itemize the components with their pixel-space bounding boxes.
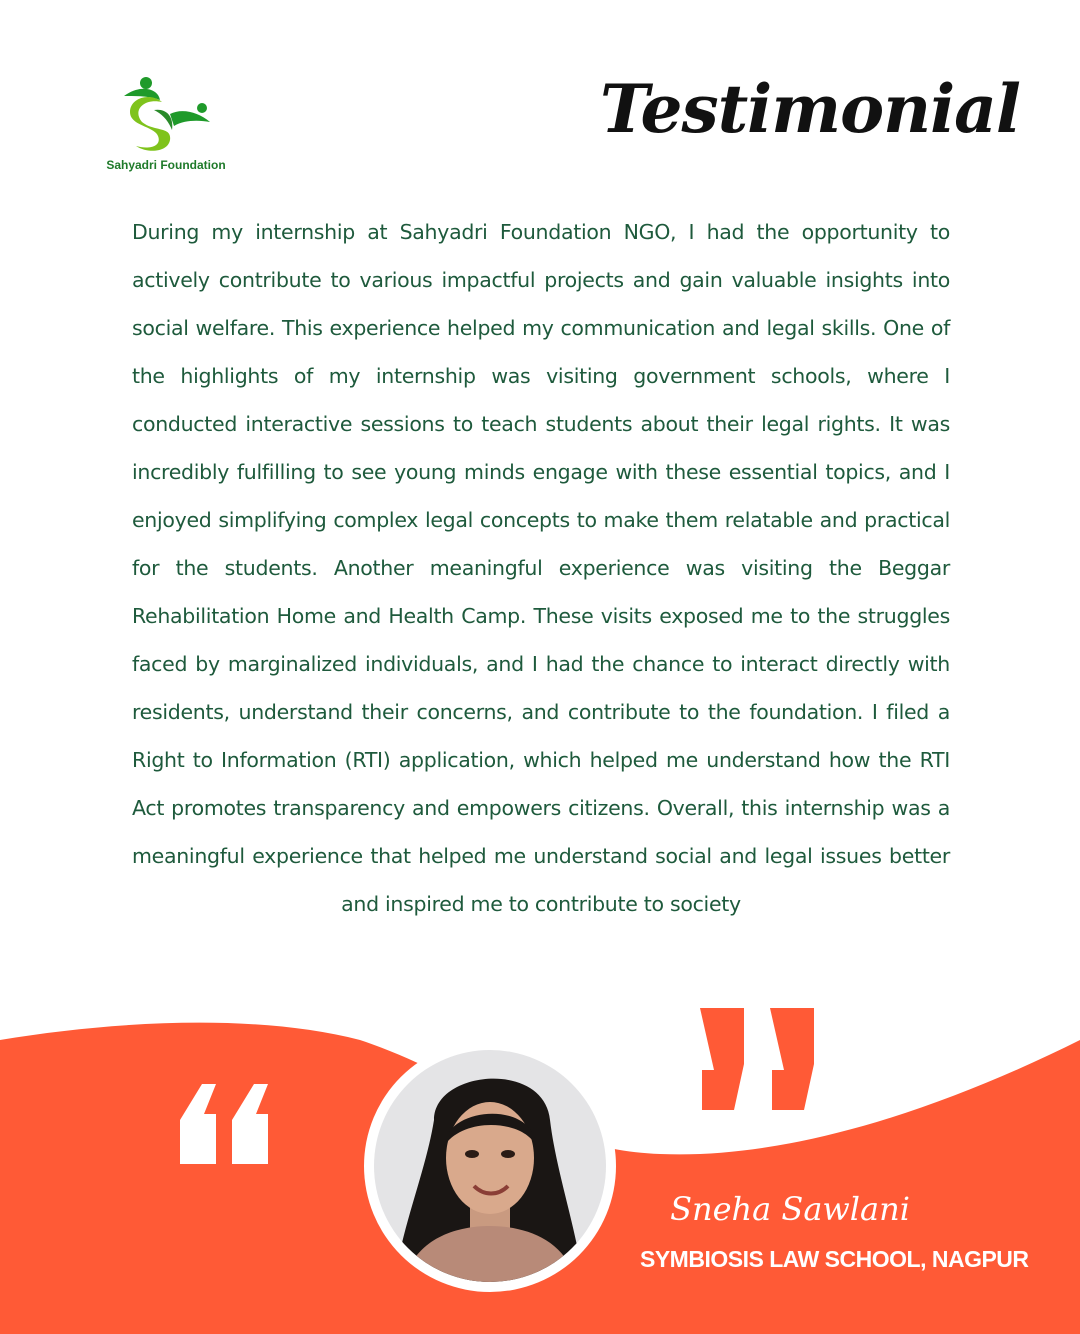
closing-quote-icon bbox=[696, 1006, 822, 1114]
page-title: Testimonial bbox=[600, 70, 1020, 148]
sahyadri-leaf-person-icon bbox=[114, 74, 218, 158]
author-photo bbox=[364, 1040, 616, 1292]
opening-quote-icon bbox=[176, 1080, 272, 1168]
author-portrait-icon bbox=[374, 1050, 606, 1282]
author-name: Sneha Sawlani bbox=[670, 1190, 910, 1228]
brand-logo bbox=[96, 74, 236, 178]
author-institution: SYMBIOSIS LAW SCHOOL, NAGPUR bbox=[640, 1246, 1029, 1272]
testimonial-text: During my internship at Sahyadri Foundation NGO, I had the opportunity to actively contribute to various impactful projects and gain valuable insights into social welfare. This experience helped my communication and legal skills. One of the highlights of my internship was visiting government schools, where I conducted interactive sessions to teach students about their legal rights. It was incredibly fulfilling to see young minds engage with these essential topics, and I enjoyed simplifying complex legal concepts to make them relatable and practical for the students. Another meaningful experience was visiting the Beggar Rehabilitation Home and Health Camp. These visits exposed me to the struggles faced by marginalized individuals, and I had the chance to interact directly with residents, understand their concerns, and contribute to the foundation. I filed a Right to Information (RTI) application, which helped me understand how the RTI Act promotes transparency and empowers citizens. Overall, this internship was a meaningful experience that helped me understand social and legal issues better and inspired me to contribute to society bbox=[132, 220, 950, 916]
brand-name: Sahyadri Foundation bbox=[106, 158, 226, 172]
